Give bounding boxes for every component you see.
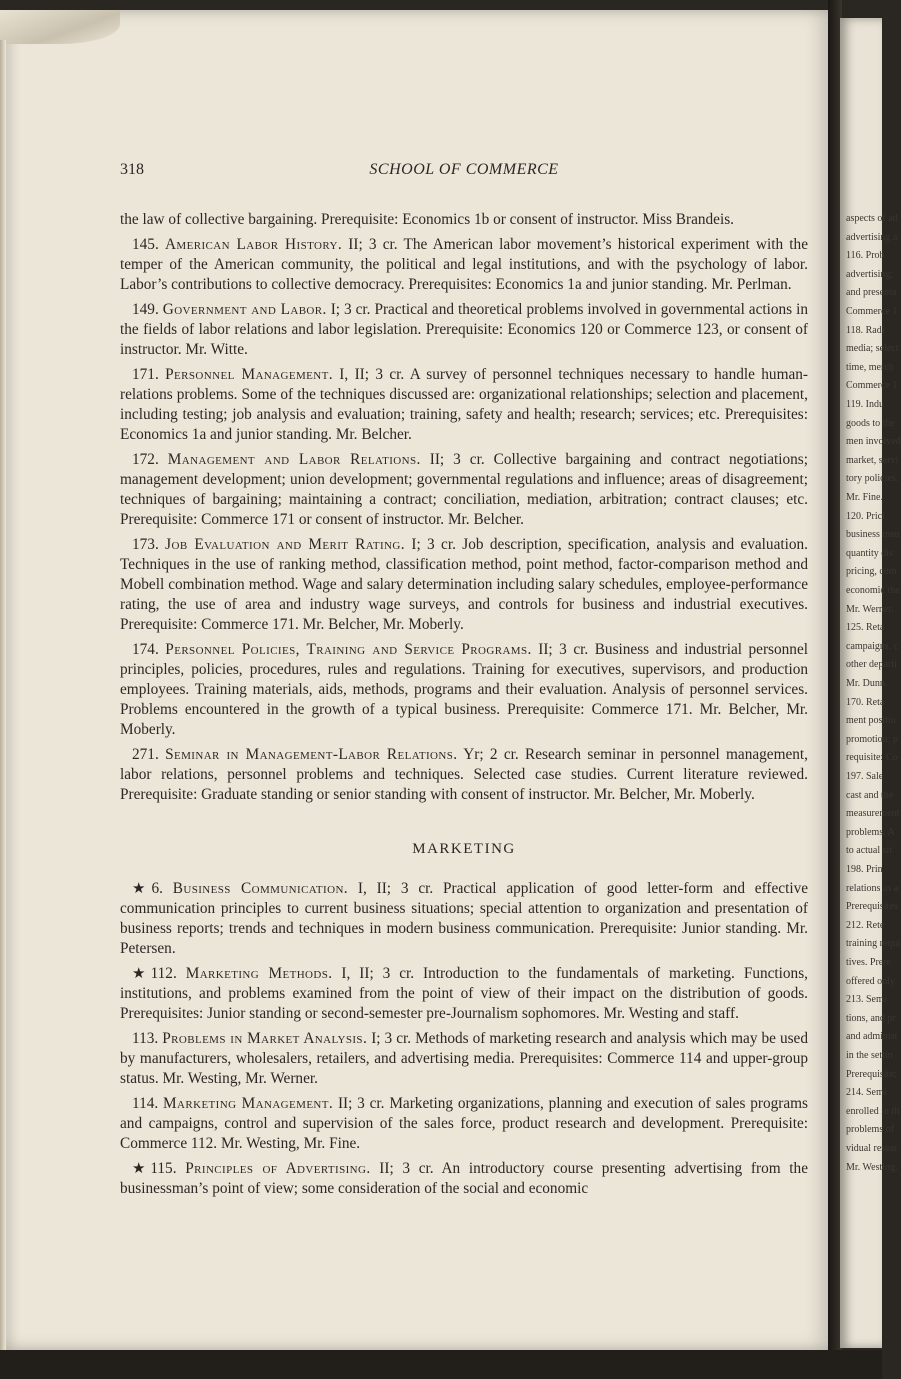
star-icon: ★ <box>132 881 152 897</box>
adjacent-page-fragment: 198. Prin <box>846 864 883 875</box>
course-title: Business Communication. <box>172 880 349 897</box>
adjacent-page-fragment: vidual resear <box>846 1143 898 1154</box>
course-number: 145. <box>132 236 159 253</box>
section-title-marketing: MARKETING <box>412 841 516 857</box>
adjacent-page-fragment: training requi <box>846 938 901 950</box>
adjacent-page-fragment: measurement <box>846 808 900 820</box>
course-entry <box>120 1029 808 1089</box>
course-title: Management and Labor Relations. <box>167 451 421 468</box>
adjacent-page-fragment: market, servi <box>846 454 899 466</box>
course-description: II; 3 cr. Marketing organizations, planning and execution of sales programs and campaigns, control and supervision of the sales force, product research and development. Prerequisite: Commerce 112. Mr. Westing, Mr. Fine. <box>120 1095 808 1152</box>
labor-course-list <box>120 235 808 805</box>
adjacent-page-fragment: men involved <box>846 436 901 448</box>
adjacent-page-fragment: business men <box>846 529 900 541</box>
adjacent-page-fragment: advertising a <box>846 231 898 243</box>
adjacent-page-fragment: cast and the <box>846 789 894 801</box>
adjacent-page-fragment: Mr. Werner. <box>846 603 894 615</box>
course-number: 114. <box>132 1095 159 1112</box>
course-description: II; 3 cr. An introductory course presenting advertising from the businessman’s point of view; some consideration of the social and economic <box>120 1160 808 1197</box>
course-number: 112. <box>150 965 177 982</box>
page-content <box>120 160 808 1204</box>
course-entry <box>120 745 808 805</box>
adjacent-page-fragment: problems. A <box>846 826 895 838</box>
course-description: I; 3 cr. Job description, specification, analysis and evaluation. Techniques in the use of ranking method, classification method, point method, factor-comparison method and Mobell combination method. Wage and salary determination including salary schedules, employee-performance rating, the use of area and industry wage surveys, and controls for business and industrial executives. Prerequisite: Commerce 171. Mr. Belcher, Mr. Moberly. <box>120 536 808 633</box>
course-description: II; 3 cr. Business and industrial personnel principles, policies, procedures, rules and regulations. Training for executives, supervisors, and production employees. Training materials, aids, methods, programs and their evaluation. Analysis of personnel services. Problems encountered in the growth of a typical business. Prerequisite: Commerce 171. Mr. Belcher, Mr. Moberly. <box>120 641 808 738</box>
adjacent-page-fragment: Commerce 1 <box>846 380 898 392</box>
adjacent-page-fragment: goods to the <box>846 417 895 429</box>
adjacent-page-fragment: economic the <box>846 585 900 596</box>
adjacent-page-fragment: Mr. Fine. <box>846 492 883 503</box>
adjacent-page-fragment: 213. Semi <box>846 994 887 1006</box>
course-number: 113. <box>132 1030 159 1047</box>
course-title: Personnel Management. <box>165 366 333 383</box>
adjacent-page-fragment: and presenta <box>846 287 897 299</box>
course-description: I; 3 cr. Methods of marketing research and analysis which may be used by manufacturers, wholesalers, retailers, and advertising media. Prerequisites: Commerce 114 and upper-group status. Mr. Westing, Mr. Werner. <box>120 1030 808 1087</box>
star-icon: ★ <box>132 1161 151 1177</box>
course-number: 171. <box>132 366 159 383</box>
adjacent-page-fragment: offered only <box>846 975 895 987</box>
course-number: 173. <box>132 536 159 553</box>
adjacent-page-fragment: in the settin <box>846 1050 893 1061</box>
adjacent-page-fragment: campaigns, c <box>846 640 899 652</box>
adjacent-page-edge <box>840 18 901 1348</box>
course-entry <box>120 450 808 530</box>
adjacent-page-fragment: ment positio <box>846 715 896 727</box>
adjacent-page-fragment: relations as a <box>846 882 899 894</box>
course-description: II; 3 cr. Collective bargaining and contract negotiations; management development; union development; governmental regulations and influence; areas of disagreement; techniques of bargaining; maintaining a contract; conciliation, mediation, arbitration; contract clauses; etc. Prerequisite: Commerce 171 or consent of instructor. Mr. Belcher. <box>120 451 808 528</box>
course-number: 172. <box>132 451 159 468</box>
adjacent-page-fragment: pricing, com <box>846 566 897 578</box>
course-description: Yr; 2 cr. Research seminar in personnel management, labor relations, personnel problems and techniques. Selected case studies. Current literature reviewed. Prerequisite: Graduate standing or senior standing with consent of instructor. Mr. Belcher, Mr. Moberly. <box>120 746 809 803</box>
course-title: Personnel Policies, Training and Service Programs. <box>165 641 532 658</box>
course-description: I, II; 3 cr. Practical application of good letter-form and effective communication principles to current business situations; special attention to organization and presentation of business reports; trends and techniques in modern business communication. Prerequisite: Junior standing. Mr. Petersen. <box>120 880 809 957</box>
star-icon: ★ <box>132 966 151 982</box>
folded-corner <box>0 10 120 44</box>
adjacent-page-fragment: and administ <box>846 1031 898 1043</box>
course-description: I, II; 3 cr. Introduction to the fundamentals of marketing. Functions, institutions, and problems examined from the point of view of their impact on the distribution of goods. Prerequisites: Junior standing or second-semester pre-Journalism sophomores. Mr. Westing and staff. <box>120 965 808 1022</box>
adjacent-page-fragment: Prerequisites <box>846 901 898 913</box>
adjacent-page-fragment: tions, and pr <box>846 1012 896 1024</box>
adjacent-page-fragment: aspects of ad <box>846 213 898 224</box>
course-entry <box>120 1094 808 1154</box>
adjacent-page-fragment: 212. Rete <box>846 919 885 931</box>
course-entry <box>120 964 808 1024</box>
adjacent-page-fragment: time, merch <box>846 361 894 373</box>
adjacent-page-fragment: tory policies. <box>846 473 899 485</box>
adjacent-page-fragment: problems of <box>846 1124 895 1136</box>
course-entry <box>120 300 808 360</box>
running-title: SCHOOL OF COMMERCE <box>369 161 559 178</box>
course-entry <box>120 879 808 959</box>
course-number: 149. <box>132 301 159 318</box>
course-title: Government and Labor. <box>162 301 327 318</box>
intro-continuation: the law of collective bargaining. Prerequisite: Economics 1b or consent of instructor. Miss Brandeis. <box>120 211 735 228</box>
adjacent-page-fragment: Mr. Westing. <box>846 1161 898 1173</box>
course-title: Job Evaluation and Merit Rating. <box>165 536 405 553</box>
marketing-course-list <box>120 879 808 1199</box>
course-entry <box>120 235 808 295</box>
course-title: Problems in Market Analysis. <box>162 1030 368 1047</box>
running-head <box>120 160 808 182</box>
adjacent-page-fragment: 197. Sale <box>846 771 884 782</box>
adjacent-page-fragment: promotion; p <box>846 733 898 745</box>
adjacent-page-fragment: quantity dis <box>846 547 893 559</box>
course-entry <box>120 1159 808 1199</box>
adjacent-page-fragment: enrolled in th <box>846 1105 900 1117</box>
adjacent-page-fragment: Mr. Dunn. <box>846 678 888 689</box>
course-number: 174. <box>132 641 159 658</box>
course-title: Principles of Advertising. <box>185 1160 371 1177</box>
course-number: 115. <box>150 1160 177 1177</box>
course-entry <box>120 640 808 740</box>
course-title: Marketing Management. <box>163 1095 334 1112</box>
adjacent-page-fragment: tives. Prere <box>846 957 891 968</box>
adjacent-page-fragment: advertising; <box>846 268 894 280</box>
course-description: I, II; 3 cr. A survey of personnel techniques necessary to handle human-relations problems. Some of the techniques discussed are: organizational relationships; selection and placement, including testing; job analysis and evaluation; training, safety and health; research; services; etc. Prerequisites: Economics 1a and junior standing. Mr. Belcher. <box>120 366 809 443</box>
book-page <box>0 10 836 1350</box>
course-entry <box>120 535 808 635</box>
adjacent-page-fragment: Commerce 1 <box>846 306 898 317</box>
background-band <box>0 1350 882 1379</box>
adjacent-page-fragment: 125. Reta <box>846 622 885 634</box>
course-description: I; 3 cr. Practical and theoretical problems involved in governmental actions in the fields of labor relations and labor legislation. Prerequisite: Economics 120 or Commerce 123, or consent of instructor. Mr. Witte. <box>120 301 808 358</box>
course-number: 6. <box>151 880 163 897</box>
course-title: Seminar in Management-Labor Relations. <box>165 746 458 763</box>
adjacent-page-fragment: media; select <box>846 343 899 355</box>
course-description: II; 3 cr. The American labor movement’s historical experiment with the temper of the American community, the political and legal institutions, and with the psychology of labor. Labor’s contributions to collective democracy. Prerequisites: Economics 1a and junior standing. Mr. Perlman. <box>120 236 808 293</box>
adjacent-page-fragment: to actual sit <box>846 845 893 857</box>
adjacent-page-fragment: requisite: Co <box>846 752 898 764</box>
course-number: 271. <box>132 746 159 763</box>
adjacent-page-fragment: other departi <box>846 659 897 671</box>
adjacent-page-fragment: Prerequisite: <box>846 1068 897 1080</box>
page-number: 318 <box>120 161 144 178</box>
course-entry <box>120 365 808 445</box>
adjacent-page-fragment: 118. Radi <box>846 324 885 336</box>
adjacent-page-fragment: 116. Prob <box>846 250 885 262</box>
course-title: Marketing Methods. <box>185 965 333 982</box>
adjacent-page-fragment: 120. Prici <box>846 510 885 522</box>
adjacent-page-fragment: 214. Semi <box>846 1087 887 1099</box>
course-title: American Labor History. <box>164 236 343 253</box>
adjacent-page-fragment: 170. Reta <box>846 696 885 708</box>
adjacent-page-fragment: 119. Indu <box>846 399 884 410</box>
page-left-edge <box>0 40 6 1360</box>
